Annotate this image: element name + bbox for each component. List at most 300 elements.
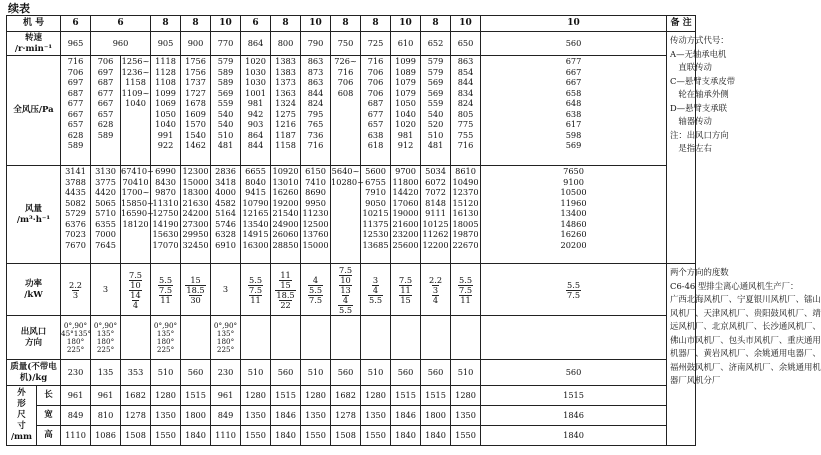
- cell-line: 29950: [182, 229, 209, 239]
- cell-line: 14190: [152, 218, 179, 229]
- dims-value: 1840: [271, 426, 301, 446]
- machine-number: 10: [391, 16, 421, 32]
- cell-line: 589: [97, 129, 114, 140]
- remark-header: 备 注: [667, 16, 696, 32]
- cell-line: 7910: [365, 187, 386, 197]
- dims-row: [7, 386, 696, 406]
- dims-value: 1508: [331, 426, 361, 446]
- remark-line: D—悬臂支承联: [670, 102, 727, 113]
- cell-line: 579: [427, 56, 444, 66]
- cell-line: 667: [565, 66, 582, 77]
- cell-line: 1756: [185, 66, 206, 77]
- cell-line: 903: [247, 119, 264, 129]
- cell-line: 1462: [185, 140, 206, 150]
- remark-line: A—无轴承电机: [670, 48, 727, 59]
- cell-line: 1108: [155, 77, 176, 87]
- cell-line: 873: [307, 66, 324, 77]
- cell-line: 608: [337, 87, 354, 98]
- power-cell: [361, 264, 391, 316]
- cell-line: 1069: [155, 98, 176, 108]
- cell-line: 1079: [395, 87, 416, 98]
- cell-line: 1756: [185, 56, 206, 66]
- machine-number: 8: [181, 16, 211, 32]
- dims-value: 1515: [481, 386, 667, 406]
- cell-line: 726~: [334, 56, 357, 66]
- outlet-cell: [61, 316, 91, 360]
- cell-line: 11800: [392, 176, 419, 187]
- cell-line: 540: [217, 119, 234, 129]
- pressure-cell: [481, 56, 667, 166]
- cell-line: 15000: [302, 239, 329, 250]
- cell-line: 12370: [452, 187, 479, 197]
- power-value: 5.5: [249, 274, 263, 285]
- power-value: 7.5: [399, 274, 413, 285]
- mass-value: 230: [211, 360, 241, 386]
- power-cell: [91, 264, 121, 316]
- power-value: 10: [130, 279, 141, 290]
- cell-line: 540: [427, 108, 444, 119]
- cell-line: 7645: [95, 239, 116, 250]
- cell-line: 579: [217, 56, 234, 66]
- power-value: 22: [280, 299, 291, 310]
- cell-line: 736: [307, 129, 324, 140]
- cell-line: 1030: [245, 77, 266, 87]
- cell-line: 824: [307, 98, 324, 108]
- outlet-cell: [421, 316, 451, 360]
- machine-number: 10: [481, 16, 667, 32]
- mass-value: 560: [421, 360, 451, 386]
- cell-line: 844: [457, 77, 474, 87]
- cell-line: 3141: [65, 166, 86, 176]
- cell-line: 10790: [242, 197, 269, 208]
- cell-line: 18005: [452, 218, 479, 229]
- outlet-cell: [241, 316, 271, 360]
- outlet-label: [7, 316, 61, 360]
- cell-line: 510: [217, 129, 234, 140]
- power-value: 7.5: [339, 264, 353, 275]
- machine-number: 6: [241, 16, 271, 32]
- cell-line: 559: [427, 98, 444, 108]
- cell-line: 1040: [155, 119, 176, 129]
- power-value: 11: [400, 284, 411, 295]
- dims-value: 1800: [181, 406, 211, 426]
- power-cell: [241, 264, 271, 316]
- cell-line: 7023: [65, 229, 86, 239]
- cell-line: 3130: [95, 166, 116, 176]
- cell-line: 70410: [122, 176, 149, 187]
- power-value: 4: [372, 284, 379, 295]
- remark-line: 器厂风机分厂: [670, 375, 721, 385]
- power-value: 5.5: [369, 294, 383, 305]
- cell-line: 9870: [155, 187, 176, 197]
- power-value: 5.5: [459, 274, 473, 285]
- speed-value: 965: [61, 32, 91, 56]
- mass-value: 135: [91, 360, 121, 386]
- speed-row: [7, 32, 696, 56]
- cell-line: 11230: [302, 208, 329, 218]
- cell-line: 1128: [155, 66, 176, 77]
- dims-value: 1280: [301, 386, 331, 406]
- dims-label: [7, 386, 37, 446]
- mass-value: 510: [151, 360, 181, 386]
- speed-value: 790: [301, 32, 331, 56]
- dims-value: 1550: [301, 426, 331, 446]
- dims-value: 1278: [331, 406, 361, 426]
- cell-line: 706: [67, 66, 84, 77]
- remark-line: 广西北海风机厂、宁夏银川风机厂、镭山: [670, 294, 821, 304]
- pressure-label: 全风压/Pa: [7, 56, 61, 166]
- pressure-cell: [61, 56, 91, 166]
- cell-line: 1030: [245, 66, 266, 77]
- pressure-cell: [181, 56, 211, 166]
- dims-value: 1280: [151, 386, 181, 406]
- cell-line: 716: [67, 56, 84, 66]
- cell-line: 854: [457, 66, 474, 77]
- power-cell: [181, 264, 211, 316]
- dims-value: 1682: [331, 386, 361, 406]
- cell-line: 4420: [95, 187, 116, 197]
- speed-value: 750: [331, 32, 361, 56]
- power-value: 3: [222, 284, 229, 295]
- cell-line: 1570: [185, 119, 206, 129]
- cell-line: 10280~: [331, 176, 364, 187]
- dims-sublabel: 宽: [37, 406, 61, 426]
- remarks-drive: [667, 32, 736, 264]
- dims-row: [7, 426, 696, 446]
- mass-value: 510: [241, 360, 271, 386]
- flow-cell: [181, 166, 211, 264]
- dims-value: 1800: [421, 406, 451, 426]
- cell-line: 677: [565, 56, 582, 66]
- cell-line: 6328: [215, 229, 236, 239]
- machine-number: 6: [61, 16, 91, 32]
- cell-line: 628: [67, 129, 84, 140]
- continued-label: 续表: [8, 2, 30, 15]
- power-cell: [271, 264, 301, 316]
- flow-cell: [391, 166, 421, 264]
- power-value: 14: [130, 289, 141, 300]
- cell-line: 21630: [182, 197, 209, 208]
- cell-line: 1363: [275, 87, 296, 98]
- machine-number: 10: [211, 16, 241, 32]
- cell-line: 598: [565, 129, 582, 140]
- flow-cell: [301, 166, 331, 264]
- mass-value: 560: [271, 360, 301, 386]
- cell-line: 687: [367, 98, 384, 108]
- cell-line: 667: [97, 98, 114, 108]
- cell-line: 4000: [215, 187, 236, 197]
- power-value: 2.2: [429, 274, 443, 285]
- power-cell: [151, 264, 181, 316]
- power-value: 5.5: [567, 279, 581, 290]
- speed-value: 905: [151, 32, 181, 56]
- cell-line: 706: [367, 66, 384, 77]
- cell-line: 11310: [152, 197, 179, 208]
- cell-line: 687: [67, 87, 84, 98]
- cell-line: 706: [337, 77, 354, 87]
- flow-cell: [421, 166, 451, 264]
- speed-value: 900: [181, 32, 211, 56]
- mass-value: 560: [481, 360, 667, 386]
- cell-line: 7000: [95, 229, 116, 239]
- dims-value: 849: [61, 406, 91, 426]
- cell-line: 706: [367, 87, 384, 98]
- cell-line: 922: [157, 140, 174, 150]
- cell-line: 1001: [245, 87, 266, 98]
- cell-line: 520: [427, 119, 444, 129]
- cell-line: 657: [97, 108, 114, 119]
- dims-value: 961: [61, 386, 91, 406]
- cell-line: 3418: [215, 176, 236, 187]
- cell-line: 638: [367, 129, 384, 140]
- outlet-value: 225°: [96, 344, 115, 354]
- power-value: 7.5: [159, 284, 173, 295]
- cell-line: 510: [427, 129, 444, 140]
- row-label-line: 形: [17, 399, 26, 409]
- flow-cell: [211, 166, 241, 264]
- power-value: 2.2: [69, 279, 83, 290]
- power-value: 3: [102, 284, 109, 295]
- power-value: 15: [280, 279, 291, 290]
- outlet-value: 0°,90°: [93, 320, 118, 330]
- cell-line: 21540: [272, 208, 299, 218]
- power-cell: [61, 264, 91, 316]
- cell-line: 24900: [272, 218, 299, 229]
- cell-line: 1158: [125, 77, 146, 87]
- cell-line: 12750: [152, 208, 179, 218]
- pressure-cell: [241, 56, 271, 166]
- cell-line: 12300: [182, 166, 209, 176]
- cell-line: 775: [457, 119, 474, 129]
- machine-number: 8: [421, 16, 451, 32]
- cell-line: 1040: [395, 108, 416, 119]
- remark-line: 轮在轴承外侧: [670, 89, 729, 99]
- cell-line: 11960: [560, 197, 587, 208]
- power-value: 11: [160, 294, 171, 305]
- cell-line: 617: [565, 119, 582, 129]
- power-value: 11: [280, 269, 291, 280]
- cell-line: 4435: [65, 187, 86, 197]
- speed-value: 960: [91, 32, 151, 56]
- outlet-cell: [271, 316, 301, 360]
- cell-line: 481: [427, 140, 444, 150]
- power-value: 11: [460, 294, 471, 305]
- power-value: 5.5: [159, 274, 173, 285]
- cell-line: 677: [367, 108, 384, 119]
- cell-line: 13400: [560, 208, 587, 218]
- power-cell: [331, 264, 361, 316]
- cell-line: 10125: [422, 218, 449, 229]
- cell-line: 6755: [365, 176, 386, 187]
- cell-line: 805: [457, 108, 474, 119]
- mass-value: 560: [331, 360, 361, 386]
- cell-line: 628: [97, 119, 114, 129]
- cell-line: 13760: [302, 229, 329, 239]
- cell-line: 9950: [305, 197, 326, 208]
- dims-value: 1110: [61, 426, 91, 446]
- cell-line: 7670: [65, 239, 86, 250]
- power-value: 11: [250, 294, 261, 305]
- dims-value: 1086: [91, 426, 121, 446]
- cell-line: 5746: [215, 218, 236, 229]
- power-value: 3: [72, 289, 79, 300]
- cell-line: 24200: [182, 208, 209, 218]
- outlet-value: 225°: [156, 344, 175, 354]
- power-value: 7.5: [129, 269, 143, 280]
- outlet-cell: [301, 316, 331, 360]
- cell-line: 569: [217, 87, 234, 98]
- cell-line: 6910: [215, 239, 236, 250]
- cell-line: 569: [427, 77, 444, 87]
- power-value: 7.5: [249, 284, 263, 295]
- cell-line: 9415: [245, 187, 266, 197]
- machine-number: 8: [151, 16, 181, 32]
- dims-value: 961: [91, 386, 121, 406]
- cell-line: 716: [337, 66, 354, 77]
- flow-cell: [121, 166, 154, 264]
- cell-line: 19200: [272, 197, 299, 208]
- dims-value: 1515: [271, 386, 301, 406]
- dims-value: 1515: [421, 386, 451, 406]
- cell-line: 18300: [182, 187, 209, 197]
- cell-line: 15630: [152, 229, 179, 239]
- cell-line: 1700~: [121, 187, 150, 197]
- cell-line: 8610: [455, 166, 476, 176]
- cell-line: 589: [217, 66, 234, 77]
- outlet-cell: [211, 316, 241, 360]
- dims-row: [7, 406, 696, 426]
- outlet-value: 225°: [66, 344, 85, 354]
- cell-line: 11375: [362, 218, 389, 229]
- dims-value: 1350: [151, 406, 181, 426]
- cell-line: 12500: [302, 218, 329, 229]
- machine-number: 6: [91, 16, 151, 32]
- machine-number: 10: [301, 16, 331, 32]
- cell-line: 589: [217, 77, 234, 87]
- dims-value: 1515: [181, 386, 211, 406]
- dims-value: 1846: [271, 406, 301, 426]
- speed-value: 652: [421, 32, 451, 56]
- row-label-line: 方向: [25, 337, 43, 348]
- mass-label: [7, 360, 61, 386]
- cell-line: 1727: [185, 87, 206, 98]
- cell-line: 1158: [275, 140, 296, 150]
- cell-line: 14860: [560, 218, 587, 229]
- dims-sublabel: 长: [37, 386, 61, 406]
- remark-line: 风机厂、天津风机厂、贵阳鼓风机厂、靖: [670, 307, 821, 318]
- outlet-cell: [121, 316, 151, 360]
- cell-line: 13685: [362, 239, 389, 250]
- cell-line: 795: [307, 108, 324, 119]
- cell-line: 27300: [182, 218, 209, 229]
- cell-line: 657: [367, 119, 384, 129]
- cell-line: 569: [427, 87, 444, 98]
- cell-line: 9100: [563, 176, 584, 187]
- cell-line: 1256~: [121, 56, 150, 66]
- cell-line: 677: [67, 98, 84, 108]
- row-label-line: 出风口: [20, 327, 47, 337]
- cell-line: 834: [457, 87, 474, 98]
- cell-line: 864: [247, 129, 264, 140]
- power-value: 18.5: [276, 289, 295, 300]
- row-label-line: 寸: [17, 421, 26, 431]
- mass-value: 560: [391, 360, 421, 386]
- speed-value: 770: [211, 32, 241, 56]
- cell-line: 863: [307, 56, 324, 66]
- dims-value: 1350: [361, 406, 391, 426]
- cell-line: 15120: [452, 197, 479, 208]
- cell-line: 648: [565, 98, 582, 108]
- row-label-line: 机)/kg: [19, 372, 48, 383]
- header-label: 机 号: [7, 16, 61, 32]
- cell-line: 863: [457, 56, 474, 66]
- dims-value: 1840: [481, 426, 667, 446]
- outlet-value: 135°: [96, 328, 115, 338]
- cell-line: 9700: [395, 166, 416, 176]
- cell-line: 824: [457, 98, 474, 108]
- dims-value: 1350: [301, 406, 331, 426]
- power-value: 4: [342, 294, 349, 305]
- outlet-value: 135°: [216, 328, 235, 338]
- remark-line: 远风机厂、北京风机厂、长沙通风机厂、: [670, 321, 821, 331]
- dims-value: 1840: [421, 426, 451, 446]
- pressure-cell: [271, 56, 301, 166]
- cell-line: 589: [67, 140, 84, 150]
- cell-line: 10215: [362, 208, 389, 218]
- cell-line: 1383: [275, 66, 296, 77]
- cell-line: 5600: [365, 166, 386, 176]
- cell-line: 15000: [182, 176, 209, 187]
- cell-line: 481: [217, 140, 234, 150]
- remark-line: C—悬臂支承皮带: [670, 75, 736, 86]
- cell-line: 16300: [242, 239, 269, 250]
- dims-value: 1280: [361, 386, 391, 406]
- cell-line: 755: [457, 129, 474, 140]
- dims-value: 1550: [451, 426, 481, 446]
- pressure-cell: [121, 56, 151, 166]
- cell-line: 14420: [392, 187, 419, 197]
- mass-value: 510: [451, 360, 481, 386]
- flow-cell: [361, 166, 391, 264]
- dims-value: 1280: [451, 386, 481, 406]
- outlet-value: 180°: [66, 336, 85, 346]
- cell-line: 8148: [425, 197, 446, 208]
- pressure-cell: [211, 56, 241, 166]
- cell-line: 697: [67, 77, 84, 87]
- machine-number: 10: [451, 16, 481, 32]
- cell-line: 716: [457, 140, 474, 150]
- cell-line: 5082: [65, 197, 86, 208]
- cell-line: 942: [247, 108, 264, 119]
- cell-line: 981: [247, 98, 264, 108]
- outlet-value: 0°,90°: [153, 320, 178, 330]
- remark-line: 福州鼓风机厂、济南风机厂、余姚通用机: [670, 361, 821, 372]
- power-cell: [391, 264, 421, 316]
- speed-label: [7, 32, 61, 56]
- power-value: 4: [132, 299, 139, 310]
- remark-line: 传动方式代号：: [670, 35, 729, 45]
- mass-value: 353: [121, 360, 151, 386]
- cell-line: 6655: [245, 166, 266, 176]
- flow-label: [7, 166, 61, 264]
- cell-line: 5710: [95, 208, 116, 218]
- cell-line: 1020: [395, 119, 416, 129]
- cell-line: 1324: [275, 98, 296, 108]
- cell-line: 1079: [395, 77, 416, 87]
- row-label-line: /r·min⁻¹: [14, 43, 53, 54]
- cell-line: 991: [157, 129, 174, 140]
- row-label-line: 转速: [25, 33, 43, 43]
